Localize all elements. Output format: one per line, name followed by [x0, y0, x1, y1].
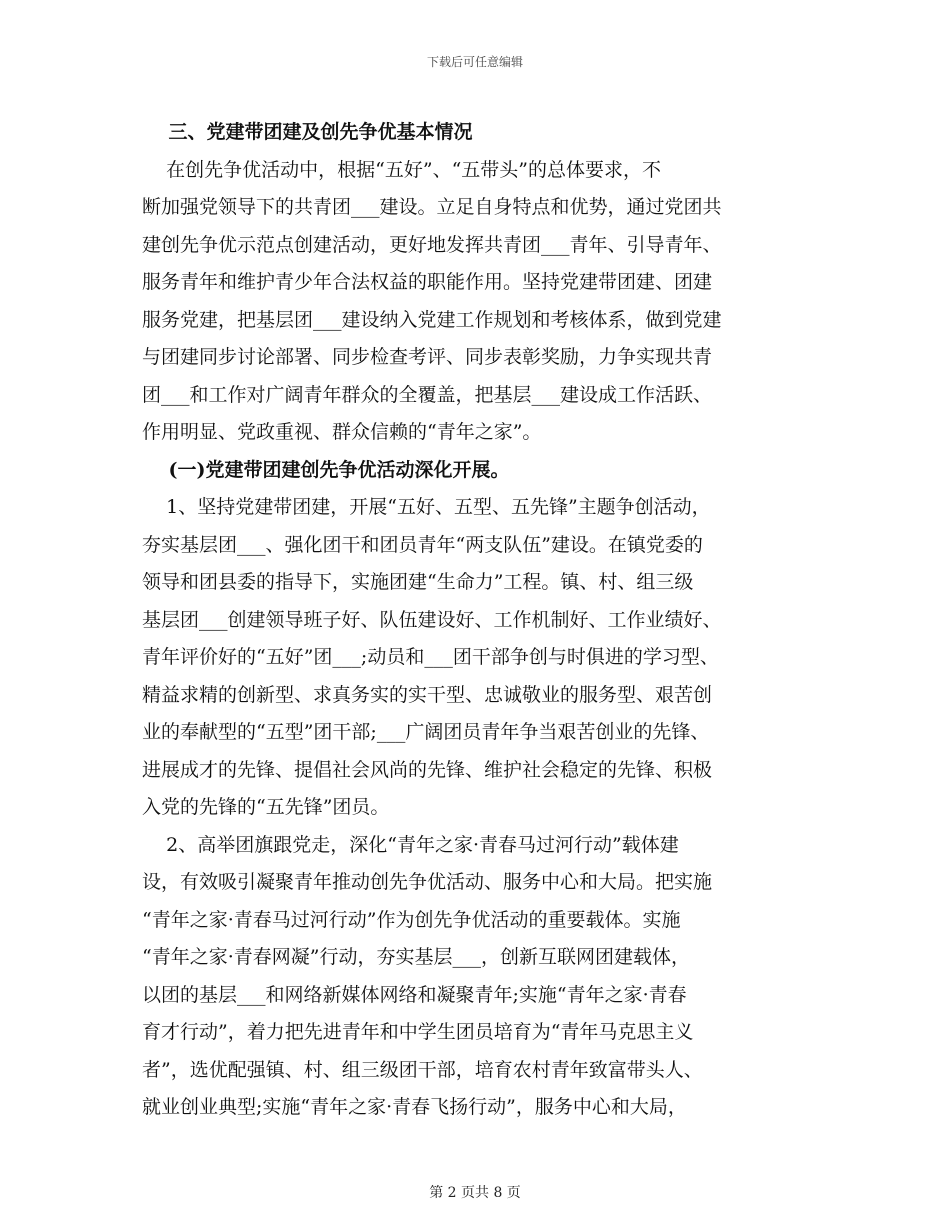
paragraph-line: 服务党建，把基层团___建设纳入党建工作规划和考核体系，做到党建 — [142, 308, 722, 331]
paragraph-line: “青年之家·青春马过河行动”作为创先争优活动的重要载体。实施 — [142, 908, 681, 931]
paragraph-line: 作用明显、党政重视、群众信赖的“青年之家”。 — [142, 421, 542, 443]
paragraph-line: 2、高举团旗跟党走，深化“青年之家·青春马过河行动”载体建 — [142, 833, 679, 856]
paragraph-line: 进展成才的先锋、提倡社会风尚的先锋、维护社会稳定的先锋、积极 — [142, 758, 713, 781]
paragraph-line: “青年之家·青春网凝”行动，夯实基层___，创新互联网团建载体， — [142, 946, 690, 968]
paragraph-line: 就业创业典型;实施“青年之家·青春飞扬行动”，服务中心和大局， — [142, 1096, 687, 1118]
paragraph-line: 夯实基层团___、强化团干和团员青年“两支队伍”建设。在镇党委的 — [142, 533, 703, 556]
paragraph-line: 设，有效吸引凝聚青年推动创先争优活动、服务中心和大局。把实施 — [142, 871, 713, 893]
paragraph-line: 以团的基层___和网络新媒体网络和凝聚青年;实施“青年之家·青春 — [142, 983, 687, 1006]
paragraph-line: 服务青年和维护青少年合法权益的职能作用。坚持党建带团建、团建 — [142, 271, 713, 293]
paragraph-line: 在创先争优活动中，根据“五好”、“五带头”的总体要求，不 — [142, 158, 662, 181]
paragraph-line: 青年评价好的“五好”团___;动员和___团干部争创与时俱进的学习型、 — [142, 646, 719, 668]
paragraph-line: 入党的先锋的“五先锋”团员。 — [142, 796, 390, 818]
paragraph-line: 基层团___创建领导班子好、队伍建设好、工作机制好、工作业绩好、 — [142, 608, 722, 631]
body-text — [142, 114, 810, 1127]
paragraph-line: 断加强党领导下的共青团___建设。立足自身特点和优势，通过党团共 — [142, 196, 722, 218]
paragraph-line: 建创先争优示范点创建活动，更好地发挥共青团___青年、引导青年、 — [142, 233, 722, 256]
page-footer: 第 2 页共 8 页 — [429, 1185, 521, 1201]
paragraph-line: 者”，选优配强镇、村、组三级团干部，培育农村青年致富带头人、 — [142, 1058, 703, 1081]
paragraph-line: 领导和团县委的指导下，实施团建“生命力”工程。镇、村、组三级 — [142, 571, 694, 593]
paragraph-line: 与团建同步讨论部署、同步检查考评、同步表彰奖励，力争实现共青 — [142, 346, 713, 368]
section-heading-line: 三、党建带团建及创先争优基本情况 — [142, 121, 473, 143]
paragraph-line: 1、坚持党建带团建，开展“五好、五型、五先锋”主题争创活动， — [142, 496, 711, 518]
paragraph-line: 业的奉献型的“五型”团干部;___广阔团员青年争当艰苦创业的先锋、 — [142, 721, 710, 743]
page-header: 下载后可任意编辑 — [426, 55, 523, 69]
paragraph-line: 育才行动”，着力把先进青年和中学生团员培育为“青年马克思主义 — [142, 1021, 694, 1043]
paragraph-line: 团___和工作对广阔青年群众的全覆盖，把基层___建设成工作活跃、 — [142, 383, 713, 406]
paragraph-line: 精益求精的创新型、求真务实的实干型、忠诚敬业的服务型、艰苦创 — [142, 683, 713, 706]
section-heading-line: (一)党建带团建创先争优活动深化开展。 — [142, 458, 510, 481]
